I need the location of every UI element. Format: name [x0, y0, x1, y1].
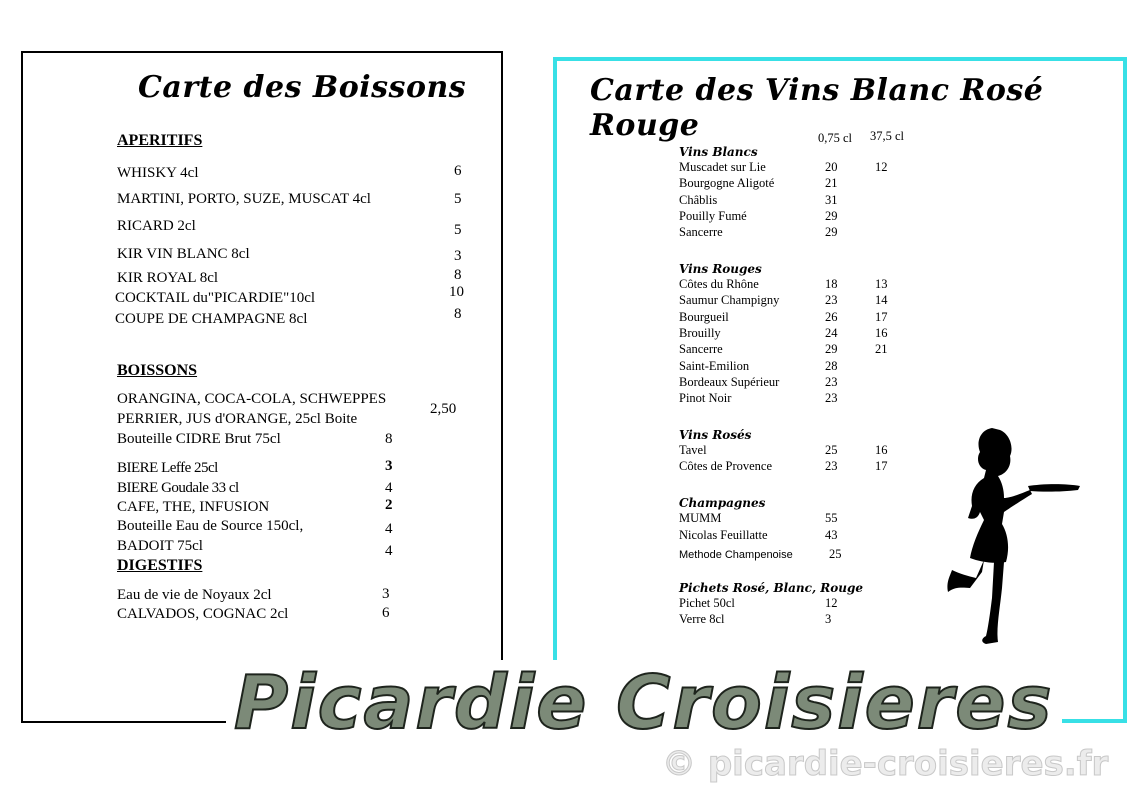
menu-item: KIR VIN BLANC 8cl — [117, 246, 250, 262]
wine-price: 20 — [825, 160, 838, 174]
section-vins-roses: Vins Rosés — [679, 428, 752, 442]
wine-price-half: 12 — [875, 160, 888, 174]
wine-price: 23 — [825, 374, 838, 389]
wine-name: Brouilly — [679, 325, 721, 340]
wine-price: 25 — [829, 547, 842, 561]
wine-price-half: 17 — [875, 309, 888, 324]
menu-price: 4 — [385, 521, 393, 537]
wine-name: Côtes de Provence — [679, 459, 773, 474]
menu-price: 8 — [385, 431, 393, 447]
menu-price: 6 — [454, 163, 462, 179]
menu-item: MARTINI, PORTO, SUZE, MUSCAT 4cl — [117, 191, 371, 207]
wine-name: Pouilly Fumé — [679, 208, 747, 223]
menu-item: RICARD 2cl — [117, 218, 196, 234]
wine-price: 55 — [825, 511, 838, 525]
menu-item: BADOIT 75cl — [117, 538, 203, 554]
menu-item: CALVADOS, COGNAC 2cl — [117, 606, 289, 622]
wine-price-half: 21 — [875, 342, 888, 357]
wine-price: 24 — [825, 325, 838, 340]
menu-price: 10 — [449, 284, 464, 300]
wine-name: Pinot Noir — [679, 391, 732, 406]
wine-price: 23 — [825, 391, 838, 406]
wine-price: 29 — [825, 342, 838, 357]
wine-price: 21 — [825, 176, 838, 191]
menu-item: Bouteille CIDRE Brut 75cl — [117, 431, 281, 447]
wine-name: Sancerre — [679, 225, 723, 240]
menu-price: 8 — [454, 306, 462, 322]
wine-price-half: 17 — [875, 459, 888, 474]
menu-item: CAFE, THE, INFUSION — [117, 499, 270, 515]
column-header-75cl: 0,75 cl — [818, 131, 853, 145]
wine-name: Pichet 50cl — [679, 596, 735, 610]
section-digestifs: DIGESTIFS — [117, 557, 203, 574]
menu-item: BIERE Leffe 25cl — [117, 460, 218, 476]
wine-price: 43 — [825, 528, 838, 542]
menu-item: KIR ROYAL 8cl — [117, 270, 219, 286]
wine-price-half: 16 — [875, 325, 888, 340]
boissons-title: Carte des Boissons — [138, 70, 467, 105]
wine-name: Bordeaux Supérieur — [679, 374, 780, 389]
wine-price: 29 — [825, 225, 838, 240]
wine-price: 25 — [825, 443, 838, 457]
wine-name: MUMM — [679, 511, 722, 525]
section-boissons: BOISSONS — [117, 362, 198, 379]
waitress-silhouette-icon — [940, 428, 1085, 646]
menu-item: COCKTAIL du"PICARDIE"10cl — [115, 290, 316, 306]
wine-price-half: 14 — [875, 293, 888, 308]
wine-name: Bourgogne Aligoté — [679, 176, 775, 191]
wine-price: 23 — [825, 293, 838, 308]
menu-price: 3 — [454, 248, 462, 264]
wine-name: Saumur Champigny — [679, 293, 780, 308]
wine-price: 26 — [825, 309, 838, 324]
copyright-watermark: © picardie-croisieres.fr — [662, 744, 1109, 784]
menu-item: ORANGINA, COCA-COLA, SCHWEPPES — [117, 391, 387, 407]
section-champagnes: Champagnes — [679, 496, 766, 510]
wine-name: Bourgueil — [679, 309, 729, 324]
wine-name: Methode Champenoise — [679, 549, 793, 561]
menu-item: WHISKY 4cl — [117, 165, 199, 181]
menu-price: 5 — [454, 222, 462, 238]
menu-price: 3 — [385, 458, 393, 474]
wine-price: 18 — [825, 277, 838, 291]
column-header-37cl: 37,5 cl — [870, 129, 905, 143]
menu-item: Bouteille Eau de Source 150cl, — [117, 518, 304, 534]
wine-name: Tavel — [679, 443, 707, 457]
menu-price: 4 — [385, 480, 393, 496]
wine-name: Saint-Emilion — [679, 358, 750, 373]
menu-price: 4 — [385, 543, 393, 559]
wine-name: Verre 8cl — [679, 612, 725, 627]
wine-name: Sancerre — [679, 342, 723, 357]
section-vins-blancs: Vins Blancs — [679, 145, 758, 159]
wine-price: 31 — [825, 192, 838, 207]
vins-title: Carte des Vins Blanc Rosé Rouge — [590, 73, 1044, 143]
menu-item: BIERE Goudale 33 cl — [117, 480, 239, 496]
picardie-croisieres-logo: Picardie Croisieres — [226, 660, 1062, 746]
wine-price: 23 — [825, 459, 838, 474]
menu-item: COUPE DE CHAMPAGNE 8cl — [115, 311, 308, 327]
wine-name: Châblis — [679, 192, 718, 207]
section-aperitifs: APERITIFS — [117, 132, 203, 149]
wine-name: Muscadet sur Lie — [679, 160, 766, 174]
menu-price: 3 — [382, 586, 390, 602]
menu-price: 5 — [454, 191, 462, 207]
menu-item: Eau de vie de Noyaux 2cl — [117, 587, 272, 603]
wine-price: 3 — [825, 612, 832, 627]
wine-price: 29 — [825, 208, 838, 223]
wine-price-half: 13 — [875, 277, 888, 291]
section-vins-rouges: Vins Rouges — [679, 262, 762, 276]
menu-price: 2 — [385, 497, 393, 513]
section-pichets: Pichets Rosé, Blanc, Rouge — [679, 581, 864, 595]
menu-price: 6 — [382, 605, 390, 621]
wine-price: 12 — [825, 596, 838, 610]
menu-item: PERRIER, JUS d'ORANGE, 25cl Boite — [117, 411, 358, 427]
wine-name: Nicolas Feuillatte — [679, 528, 768, 542]
wine-price-half: 16 — [875, 443, 888, 457]
menu-price: 2,50 — [430, 401, 457, 417]
wine-name: Côtes du Rhône — [679, 277, 759, 291]
menu-price: 8 — [454, 267, 462, 283]
wine-price: 28 — [825, 358, 838, 373]
